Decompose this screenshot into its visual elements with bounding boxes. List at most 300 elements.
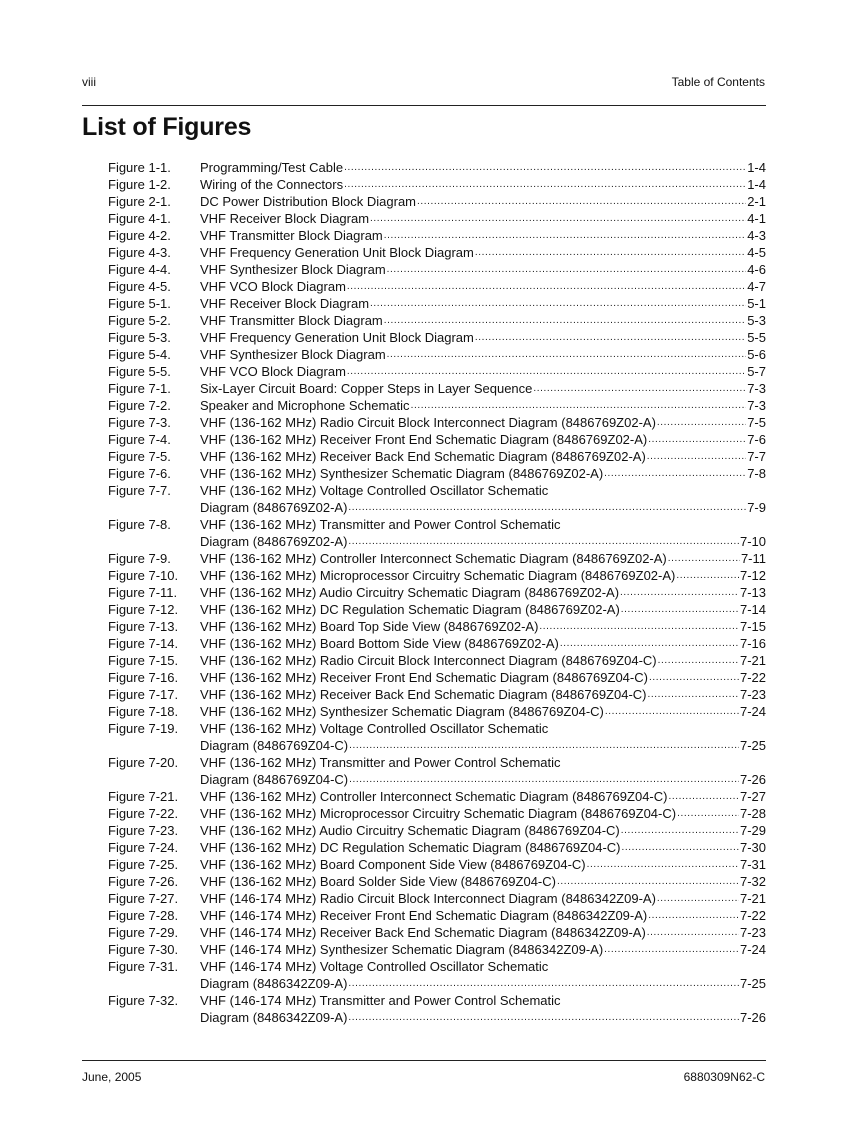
figure-entry[interactable] [108,805,766,822]
figure-entry-body [200,312,766,329]
figure-label: Figure 7-32. [108,993,179,1008]
dot-leader [647,448,746,465]
figure-title[interactable]: VHF (136-162 MHz) Transmitter and Power Control Schematic [200,517,561,532]
figure-title[interactable]: VHF (136-162 MHz) Board Bottom Side View (8486769Z02-A) [200,636,559,651]
dot-leader [668,788,739,805]
figure-page-number[interactable]: 7-25 [739,738,766,753]
figure-label: Figure 7-13. [108,619,179,634]
dot-leader [677,805,739,822]
figure-label: Figure 7-9. [108,551,171,566]
header-section-title: Table of Contents [671,75,765,89]
dot-leader [533,380,746,397]
figure-page-number[interactable]: 4-1 [747,211,766,226]
figure-entry[interactable] [108,516,766,533]
dot-leader [621,822,739,839]
dot-leader [344,159,746,176]
figure-title-line2[interactable]: Diagram (8486769Z04-C) [200,738,349,753]
figure-page-number[interactable]: 7-31 [739,857,766,872]
figure-title[interactable]: DC Power Distribution Block Diagram [200,194,417,209]
figure-entry-body [200,584,766,601]
figure-entry[interactable] [108,992,766,1009]
figure-title[interactable]: VHF (146-174 MHz) Receiver Back End Schematic Diagram (8486342Z09-A) [200,925,646,940]
figure-label: Figure 7-3. [108,415,171,430]
figure-entry[interactable] [108,431,766,448]
figure-label: Figure 7-10. [108,568,179,583]
figure-label: Figure 7-7. [108,483,171,498]
figure-label: Figure 7-28. [108,908,179,923]
figure-entry-body [200,448,766,465]
figure-page-number[interactable]: 7-12 [739,568,766,583]
figure-page-number[interactable]: 7-13 [739,585,766,600]
figure-title[interactable]: VHF (136-162 MHz) DC Regulation Schematic Diagram (8486769Z02-A) [200,602,620,617]
dot-leader [657,414,746,431]
figure-page-number[interactable]: 5-5 [747,330,766,345]
figure-title-line2[interactable]: Diagram (8486769Z04-C) [200,772,349,787]
figure-label: Figure 7-18. [108,704,179,719]
dot-leader [387,261,747,278]
figure-page-number[interactable]: 7-9 [747,500,766,515]
dot-leader [344,176,746,193]
figure-page-number[interactable]: 7-22 [739,908,766,923]
figure-label: Figure 7-19. [108,721,179,736]
figure-entry-body [200,618,766,635]
figure-title-line2[interactable]: Diagram (8486342Z09-A) [200,976,348,991]
figure-entry[interactable] [108,822,766,839]
figure-title[interactable]: Six-Layer Circuit Board: Copper Steps in Layer Sequence [200,381,533,396]
figure-title[interactable]: VHF Synthesizer Block Diagram [200,262,386,277]
figure-title[interactable]: Wiring of the Connectors [200,177,344,192]
figure-entry-body [200,941,766,958]
figure-label: Figure 5-5. [108,364,171,379]
figure-page-number[interactable]: 7-21 [739,653,766,668]
figure-title[interactable]: VHF Synthesizer Block Diagram [200,347,386,362]
figure-entry-body [200,924,766,941]
figure-title[interactable]: VHF VCO Block Diagram [200,279,346,294]
figure-entry-body [200,754,766,771]
figure-page-number[interactable]: 7-26 [739,772,766,787]
figure-entry-body [200,567,766,584]
figure-title[interactable]: VHF (136-162 MHz) Board Top Side View (8486769Z02-A) [200,619,539,634]
figure-entry[interactable] [108,873,766,890]
figure-label-spacer [108,737,200,754]
figure-page-number[interactable]: 4-5 [747,245,766,260]
figure-entry-body [200,601,766,618]
figure-label: Figure 4-2. [108,228,171,243]
figure-entry-continuation[interactable] [108,1009,766,1026]
figure-page-number[interactable]: 7-23 [739,925,766,940]
figure-label: Figure 1-2. [108,177,171,192]
figure-label-spacer [108,533,200,550]
figure-entry-body [200,1009,766,1026]
figure-entry-body [200,856,766,873]
figure-entry-body [200,737,766,754]
figure-entry-body [200,210,766,227]
figure-page-number[interactable]: 7-16 [739,636,766,651]
dot-leader [387,346,747,363]
figure-entry[interactable] [108,363,766,380]
figure-entry[interactable] [108,652,766,669]
figure-title[interactable]: VHF (136-162 MHz) Audio Circuitry Schematic Diagram (8486769Z02-A) [200,585,620,600]
figure-entry-body [200,890,766,907]
figure-label: Figure 7-25. [108,857,179,872]
page-title: List of Figures [82,113,252,141]
figure-entry[interactable] [108,482,766,499]
figure-title[interactable]: VHF (136-162 MHz) Microprocessor Circuitry Schematic Diagram (8486769Z04-C) [200,806,677,821]
dot-leader [411,397,747,414]
figure-page-number[interactable]: 7-24 [739,942,766,957]
figure-label: Figure 7-6. [108,466,171,481]
figure-label: Figure 1-1. [108,160,171,175]
dot-leader [475,244,746,261]
figure-title[interactable]: VHF (136-162 MHz) DC Regulation Schematic Diagram (8486769Z04-C) [200,840,621,855]
figure-page-number[interactable]: 7-8 [747,466,766,481]
dot-leader [657,890,739,907]
dot-leader [384,312,746,329]
figure-title[interactable]: VHF Frequency Generation Unit Block Diagram [200,245,474,260]
figure-page-number[interactable]: 5-1 [747,296,766,311]
figure-entry[interactable] [108,261,766,278]
figure-label: Figure 7-23. [108,823,179,838]
figure-entry-body [200,482,766,499]
figure-page-number[interactable]: 7-25 [739,976,766,991]
figure-label: Figure 7-1. [108,381,171,396]
footer-date: June, 2005 [82,1070,142,1084]
figure-entry[interactable] [108,941,766,958]
figure-entry[interactable] [108,176,766,193]
figure-entry-continuation[interactable] [108,771,766,788]
figure-page-number[interactable]: 4-6 [747,262,766,277]
figure-label: Figure 5-1. [108,296,171,311]
figure-title[interactable]: VHF Transmitter Block Diagram [200,313,383,328]
figure-entry[interactable] [108,754,766,771]
figure-entry-body [200,227,766,244]
figure-title[interactable]: VHF (146-174 MHz) Voltage Controlled Oscillator Schematic [200,959,549,974]
figure-title[interactable]: VHF Receiver Block Diagram [200,296,370,311]
figure-entry-body [200,958,766,975]
footer-divider [82,1060,766,1061]
figure-entry[interactable] [108,618,766,635]
figure-entry-body [200,295,766,312]
dot-leader [370,295,746,312]
figure-title[interactable]: VHF (136-162 MHz) Radio Circuit Block Interconnect Diagram (8486769Z04-C) [200,653,657,668]
figure-entry-body [200,805,766,822]
figure-entry[interactable] [108,924,766,941]
figure-title[interactable]: VHF Receiver Block Diagram [200,211,370,226]
figure-entry[interactable] [108,448,766,465]
figure-label: Figure 7-20. [108,755,179,770]
figure-entry-body [200,652,766,669]
figure-entry[interactable] [108,346,766,363]
figure-entry-continuation[interactable] [108,499,766,516]
figure-label: Figure 7-24. [108,840,179,855]
figure-page-number[interactable]: 7-3 [747,398,766,413]
figure-label: Figure 7-21. [108,789,179,804]
dot-leader [539,618,739,635]
dot-leader [557,873,739,890]
figure-label: Figure 4-5. [108,279,171,294]
figure-label: Figure 4-1. [108,211,171,226]
figure-title[interactable]: VHF (136-162 MHz) Controller Interconnect Schematic Diagram (8486769Z02-A) [200,551,667,566]
figure-title[interactable]: VHF Transmitter Block Diagram [200,228,383,243]
figure-entry-body [200,788,766,805]
figure-entry[interactable] [108,193,766,210]
figure-page-number[interactable]: 7-6 [747,432,766,447]
figure-title[interactable]: VHF (146-174 MHz) Receiver Front End Schematic Diagram (8486342Z09-A) [200,908,648,923]
figure-entry-body [200,720,766,737]
figure-page-number[interactable]: 7-22 [739,670,766,685]
figure-page-number[interactable]: 7-24 [739,704,766,719]
figure-label: Figure 7-17. [108,687,179,702]
dot-leader [348,975,739,992]
dot-leader [347,278,746,295]
figure-entry[interactable] [108,890,766,907]
figure-title[interactable]: VHF (146-174 MHz) Synthesizer Schematic Diagram (8486342Z09-A) [200,942,604,957]
dot-leader [384,227,746,244]
figure-title[interactable]: VHF (136-162 MHz) Voltage Controlled Oscillator Schematic [200,483,549,498]
dot-leader [604,465,746,482]
figure-entry-body [200,839,766,856]
figure-page-number[interactable]: 2-1 [747,194,766,209]
figure-entry[interactable] [108,465,766,482]
figure-entry-body [200,261,766,278]
figure-entry[interactable] [108,295,766,312]
dot-leader [347,363,746,380]
figure-page-number[interactable]: 7-10 [739,534,766,549]
figure-entry-body [200,703,766,720]
figure-title[interactable]: VHF (136-162 MHz) Transmitter and Power Control Schematic [200,755,561,770]
figure-entry[interactable] [108,669,766,686]
dot-leader [648,907,739,924]
figure-entry-body [200,635,766,652]
figure-title[interactable]: VHF (136-162 MHz) Receiver Front End Schematic Diagram (8486769Z02-A) [200,432,648,447]
figure-title[interactable]: VHF (146-174 MHz) Transmitter and Power Control Schematic [200,993,561,1008]
figure-title[interactable]: VHF (136-162 MHz) Board Component Side View (8486769Z04-C) [200,857,586,872]
figure-entry[interactable] [108,703,766,720]
figure-title[interactable]: VHF (136-162 MHz) Receiver Back End Schematic Diagram (8486769Z04-C) [200,687,647,702]
figure-page-number[interactable]: 7-21 [739,891,766,906]
dot-leader [658,652,739,669]
figure-label: Figure 7-31. [108,959,179,974]
figure-entry-body [200,193,766,210]
figure-title[interactable]: VHF (136-162 MHz) Microprocessor Circuitry Schematic Diagram (8486769Z02-A) [200,568,676,583]
dot-leader [348,533,739,550]
figure-page-number[interactable]: 7-5 [747,415,766,430]
dot-leader [417,193,746,210]
figure-title[interactable]: VHF Frequency Generation Unit Block Diagram [200,330,474,345]
figure-label-spacer [108,975,200,992]
figure-page-number[interactable]: 5-6 [747,347,766,362]
figure-entry[interactable] [108,312,766,329]
figure-page-number[interactable]: 7-27 [739,789,766,804]
dot-leader [604,941,739,958]
figure-page-number[interactable]: 7-7 [747,449,766,464]
figure-entry[interactable] [108,686,766,703]
figure-title[interactable]: Speaker and Microphone Schematic [200,398,410,413]
figure-entry-body [200,414,766,431]
figure-label: Figure 7-11. [108,585,178,600]
figure-entry[interactable] [108,397,766,414]
figure-entry[interactable] [108,227,766,244]
dot-leader [605,703,739,720]
figure-entry[interactable] [108,856,766,873]
figure-title-line2[interactable]: Diagram (8486769Z02-A) [200,534,348,549]
figure-entry[interactable] [108,839,766,856]
figure-page-number[interactable]: 7-3 [747,381,766,396]
figure-title[interactable]: VHF (136-162 MHz) Synthesizer Schematic Diagram (8486769Z04-C) [200,704,604,719]
figure-label: Figure 7-12. [108,602,179,617]
figure-entry[interactable] [108,584,766,601]
figure-label: Figure 7-27. [108,891,179,906]
figure-entry[interactable] [108,414,766,431]
figure-page-number[interactable]: 1-4 [747,160,766,175]
figure-label: Figure 7-8. [108,517,171,532]
figure-entry[interactable] [108,567,766,584]
figure-title[interactable]: VHF (136-162 MHz) Audio Circuitry Schematic Diagram (8486769Z04-C) [200,823,620,838]
figure-list [108,159,766,1026]
figure-page-number[interactable]: 5-3 [747,313,766,328]
figure-entry-body [200,771,766,788]
figure-entry[interactable] [108,210,766,227]
figure-label: Figure 7-22. [108,806,179,821]
dot-leader [622,839,739,856]
figure-title[interactable]: VHF (136-162 MHz) Controller Interconnect Schematic Diagram (8486769Z04-C) [200,789,668,804]
figure-page-number[interactable]: 7-32 [739,874,766,889]
figure-entry[interactable] [108,788,766,805]
figure-label: Figure 7-30. [108,942,179,957]
figure-page-number[interactable]: 7-29 [739,823,766,838]
figure-label: Figure 7-16. [108,670,179,685]
figure-page-number[interactable]: 7-15 [739,619,766,634]
figure-entry-body [200,329,766,346]
figure-page-number[interactable]: 7-14 [739,602,766,617]
footer-doc-number: 6880309N62-C [683,1070,765,1084]
figure-title[interactable]: VHF (146-174 MHz) Radio Circuit Block Interconnect Diagram (8486342Z09-A) [200,891,656,906]
figure-label: Figure 5-4. [108,347,171,362]
figure-entry-body [200,533,766,550]
figure-page-number[interactable]: 4-7 [747,279,766,294]
dot-leader [621,601,739,618]
figure-label: Figure 7-4. [108,432,171,447]
figure-label: Figure 7-5. [108,449,171,464]
figure-title[interactable]: VHF (136-162 MHz) Voltage Controlled Oscillator Schematic [200,721,549,736]
figure-entry[interactable] [108,380,766,397]
figure-entry-body [200,975,766,992]
figure-label: Figure 5-2. [108,313,171,328]
figure-entry-body [200,176,766,193]
figure-page-number[interactable]: 5-7 [747,364,766,379]
figure-page-number[interactable]: 7-23 [739,687,766,702]
dot-leader [560,635,739,652]
figure-entry-body [200,159,766,176]
figure-title[interactable]: Programming/Test Cable [200,160,344,175]
dot-leader [348,1009,739,1026]
dot-leader [648,431,746,448]
figure-entry-continuation[interactable] [108,737,766,754]
figure-entry-body [200,278,766,295]
figure-page-number[interactable]: 7-30 [739,840,766,855]
figure-label: Figure 7-2. [108,398,171,413]
figure-title[interactable]: VHF (136-162 MHz) Radio Circuit Block Interconnect Diagram (8486769Z02-A) [200,415,656,430]
figure-entry-body [200,873,766,890]
figure-entry-body [200,244,766,261]
figure-entry-body [200,499,766,516]
figure-label: Figure 7-14. [108,636,179,651]
figure-label: Figure 4-3. [108,245,171,260]
figure-title[interactable]: VHF (136-162 MHz) Synthesizer Schematic Diagram (8486769Z02-A) [200,466,604,481]
dot-leader [649,669,739,686]
figure-page-number[interactable]: 4-3 [747,228,766,243]
figure-title-line2[interactable]: Diagram (8486769Z02-A) [200,500,348,515]
dot-leader [349,771,739,788]
figure-entry[interactable] [108,601,766,618]
figure-entry-body [200,822,766,839]
figure-page-number[interactable]: 1-4 [747,177,766,192]
figure-entry-body [200,550,766,567]
figure-title[interactable]: VHF (136-162 MHz) Board Solder Side View (8486769Z04-C) [200,874,556,889]
figure-label-spacer [108,1009,200,1026]
figure-entry[interactable] [108,278,766,295]
figure-entry-body [200,363,766,380]
figure-entry-body [200,992,766,1009]
figure-label: Figure 4-4. [108,262,171,277]
dot-leader [370,210,746,227]
figure-entry-continuation[interactable] [108,533,766,550]
figure-label: Figure 5-3. [108,330,171,345]
figure-entry[interactable] [108,958,766,975]
figure-entry-body [200,516,766,533]
figure-entry[interactable] [108,635,766,652]
figure-label: Figure 7-26. [108,874,179,889]
figure-title[interactable]: VHF (136-162 MHz) Receiver Front End Schematic Diagram (8486769Z04-C) [200,670,648,685]
figure-entry-body [200,431,766,448]
figure-entry[interactable] [108,720,766,737]
figure-page-number[interactable]: 7-28 [739,806,766,821]
dot-leader [668,550,740,567]
dot-leader [676,567,739,584]
figure-entry-continuation[interactable] [108,975,766,992]
figure-entry[interactable] [108,329,766,346]
dot-leader [648,686,739,703]
figure-page-number[interactable]: 7-26 [739,1010,766,1025]
figure-page-number[interactable]: 7-11 [740,551,766,566]
dot-leader [647,924,739,941]
figure-label-spacer [108,771,200,788]
figure-entry-body [200,686,766,703]
dot-leader [349,737,739,754]
figure-entry-body [200,346,766,363]
dot-leader [475,329,746,346]
dot-leader [620,584,739,601]
figure-entry-body [200,465,766,482]
figure-title-line2[interactable]: Diagram (8486342Z09-A) [200,1010,348,1025]
figure-label: Figure 7-29. [108,925,179,940]
header-divider [82,105,766,106]
figure-entry-body [200,397,766,414]
figure-entry[interactable] [108,907,766,924]
figure-entry[interactable] [108,550,766,567]
figure-entry-body [200,669,766,686]
figure-entry[interactable] [108,244,766,261]
figure-title[interactable]: VHF (136-162 MHz) Receiver Back End Schematic Diagram (8486769Z02-A) [200,449,646,464]
header-page-number: viii [82,75,96,89]
dot-leader [587,856,739,873]
dot-leader [348,499,746,516]
figure-entry[interactable] [108,159,766,176]
figure-entry-body [200,380,766,397]
figure-label: Figure 7-15. [108,653,179,668]
figure-label: Figure 2-1. [108,194,171,209]
figure-title[interactable]: VHF VCO Block Diagram [200,364,346,379]
